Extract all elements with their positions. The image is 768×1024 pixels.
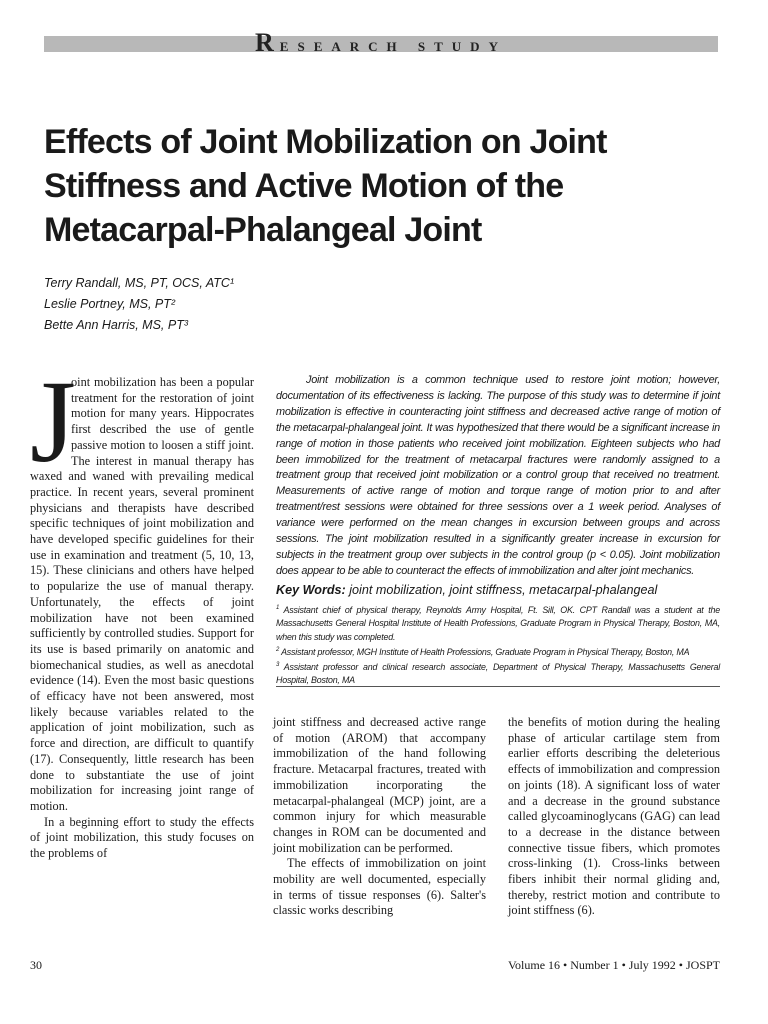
abstract	[276, 373, 720, 580]
page-number: 30	[30, 958, 42, 972]
banner-initial: R	[255, 28, 280, 57]
abstract-text: Joint mobilization is a common technique used to restore joint motion; however, documentation of its effectiveness is lacking. The purpose of this study was to determine if joint mobilization is effective in counteracting joint stiffness and decreased active range of motion of the metacarpal-phalangeal joint. It was hypothesized that there would be a significant increase in range of motion in those patients who received joint mobilization. Eighteen subjects who had been immobilized for the treatment of metacarpal fractures were randomly assigned to a treatment group that received joint mobilization or a control group that received no treatment. Measurements of active range of motion and torque range of motion prior to and after treatment/rest sessions were obtained for three sessions over a 1 week period. Analyses of variance were performed on the mean changes in excursion between groups and across sessions. The joint mobilization resulted in a significantly greater increase in excursion for subjects in the treatment group over subjects in the control group (p < 0.05). Joint mobilization does appear to be able to counteract the effects of immobilization and alter joint mechanics.	[276, 374, 720, 577]
footnote-1	[276, 602, 720, 644]
author-list	[44, 273, 344, 336]
author-2: Leslie Portney, MS, PT²	[44, 297, 176, 311]
footnotes	[276, 602, 720, 688]
footnote-3-text: Assistant professor and clinical research associate, Department of Physical Therapy, Massachusetts General Hospital, Boston, MA	[276, 662, 721, 686]
keywords-text: joint mobilization, joint stiffness, metacarpal-phalangeal	[349, 583, 658, 597]
right-paragraph-1: the benefits of motion during the healing phase of articular cartilage stem from earlier efforts describing the deleterious effects of immobilization and compression on joints (18). A significant loss of water and a decrease in the ground substance called glycoaminoglycans (GAG) can lead to a decrease in the distance between connective tissue fibers, which promotes cross-linking (1). Cross-links between fibers inhibit their normal gliding and, thereby, restrict motion and contribute to joint stiffness (6).	[508, 715, 720, 918]
footnote-1-text: Assistant chief of physical therapy, Reynolds Army Hospital, Ft. Sill, OK. CPT Randall was a student at the Massachusetts General Hospital Institute of Health Professions, Graduate Program in Physical Therapy, Boston, MA, when this study was completed.	[276, 604, 720, 642]
banner-text: ESEARCH STUDY	[279, 39, 507, 54]
drop-cap: J	[30, 356, 76, 487]
body-column-right	[508, 715, 720, 919]
author-1: Terry Randall, MS, PT, OCS, ATC¹	[44, 276, 235, 290]
intro-paragraph-2: In a beginning effort to study the effects of joint mobilization, this study focuses on the problems of	[30, 814, 254, 861]
journal-citation: Volume 16 • Number 1 • July 1992 • JOSPT	[507, 958, 720, 972]
article-title: Effects of Joint Mobilization on Joint Stiffness and Active Motion of the Metacarpal-Phalangeal Joint	[44, 123, 607, 249]
footnote-3-number: 3	[276, 662, 280, 669]
footnote-2-text: Assistant professor, MGH Institute of Health Professions, Graduate Program in Physical Therapy, Boston, MA	[281, 646, 690, 657]
intro-paragraph-1: oint mobilization has been a popular treatment for the restoration of joint motion for many years. Hippocrates first described the use of gentle passive motion to loosen a stiff joint. The interest in manual therapy has waxed and waned with prevailing medical practice. In recent years, several prominent physicians and therapists have described specific techniques of joint mobilization and have developed specific guidelines for their use in examination and treatment (5, 10, 13, 15). These clinicians and others have helped to popularize the use of manual therapy. Unfortunately, the effects of joint mobilization have not been examined sufficiently by controlled studies. Support for its use is based primarily on anatomic and biomechanical studies, as well as anecdotal evidence (14). Even the most basic questions of efficacy have not been answered, most likely because variables related to the application of joint mobilization, such as force and direction, are difficult to quantify (17). Consequently, little research has been done to substantiate the use of joint mobilization for increasing joint range of motion.	[30, 375, 254, 813]
footnote-2-number: 2	[276, 646, 280, 653]
footnote-1-number: 1	[276, 605, 280, 611]
divider-rule	[276, 686, 720, 687]
keywords-label: Key Words:	[276, 583, 346, 597]
footnote-3	[276, 659, 720, 688]
middle-paragraph-2: The effects of immobilization on joint mobility are well documented, especially in terms of tissue responses (6). Salter's classic works describing	[273, 856, 486, 918]
body-column-middle	[273, 715, 486, 919]
keywords	[276, 582, 720, 598]
middle-paragraph-1: joint stiffness and decreased active range of motion (AROM) that accompany immobilization of the hand following fracture. Metacarpal fractures, treated with immobilization incorporating the metacarpal-phalangeal (MCP) joint, are a common injury for which measurable changes in ROM can be documented and joint mobilization can be performed.	[273, 715, 486, 855]
footnote-2	[276, 644, 720, 659]
author-3: Bette Ann Harris, MS, PT³	[44, 318, 189, 332]
section-banner	[44, 28, 718, 57]
intro-column	[30, 356, 254, 862]
